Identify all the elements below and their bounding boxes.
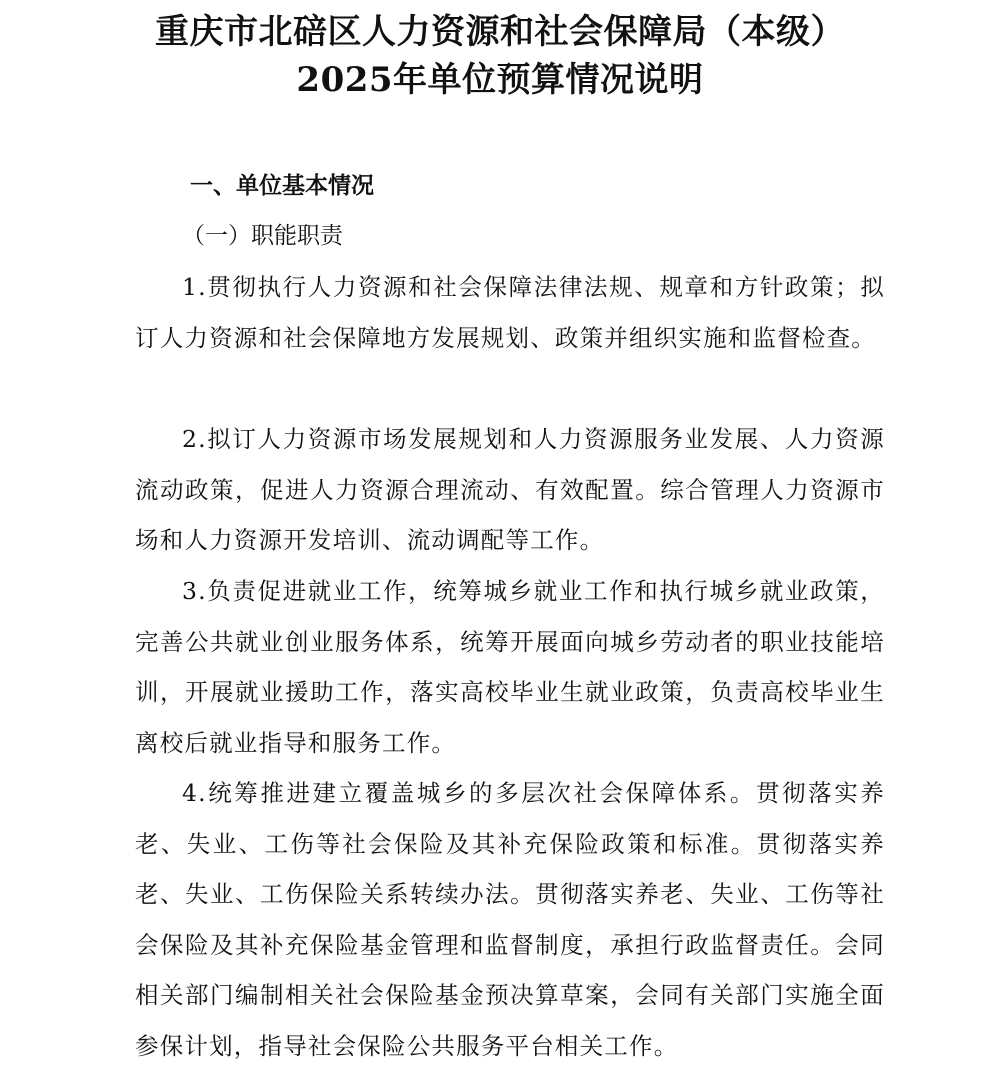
duty-paragraph-4: 4.统筹推进建立覆盖城乡的多层次社会保障体系。贯彻落实养老、失业、工伤等社会保险及其补充保险政策和标准。贯彻落实养老、失业、工伤保险关系转续办法。贯彻落实养老、失业、工伤等社会保险及其补充保险基金管理和监督制度，承担行政监督责任。会同相关部门编制相关社会保险基金预决算草案，会同有关部门实施全面参保计划，指导社会保险公共服务平台相关工作。 xyxy=(135,779,885,1060)
section-heading: 一、单位基本情况 xyxy=(190,173,374,199)
subsection-heading: （一）职能职责 xyxy=(182,223,343,249)
duty-paragraph-1: 1.贯彻执行人力资源和社会保障法律法规、规章和方针政策；拟订人力资源和社会保障地方发展规划、政策并组织实施和监督检查。 xyxy=(135,273,885,352)
duty-paragraph-2: 2.拟订人力资源市场发展规划和人力资源服务业发展、人力资源流动政策，促进人力资源合理流动、有效配置。综合管理人力资源市场和人力资源开发培训、流动调配等工作。 xyxy=(135,425,885,554)
document-title-line1: 重庆市北碚区人力资源和社会保障局（本级） xyxy=(155,12,845,52)
document-title-line2: 2025年单位预算情况说明 xyxy=(296,60,704,100)
duty-paragraph-3: 3.负责促进就业工作，统筹城乡就业工作和执行城乡就业政策，完善公共就业创业服务体系，统筹开展面向城乡劳动者的职业技能培训，开展就业援助工作，落实高校毕业生就业政策，负责高校毕业生离校后就业指导和服务工作。 xyxy=(135,577,885,757)
